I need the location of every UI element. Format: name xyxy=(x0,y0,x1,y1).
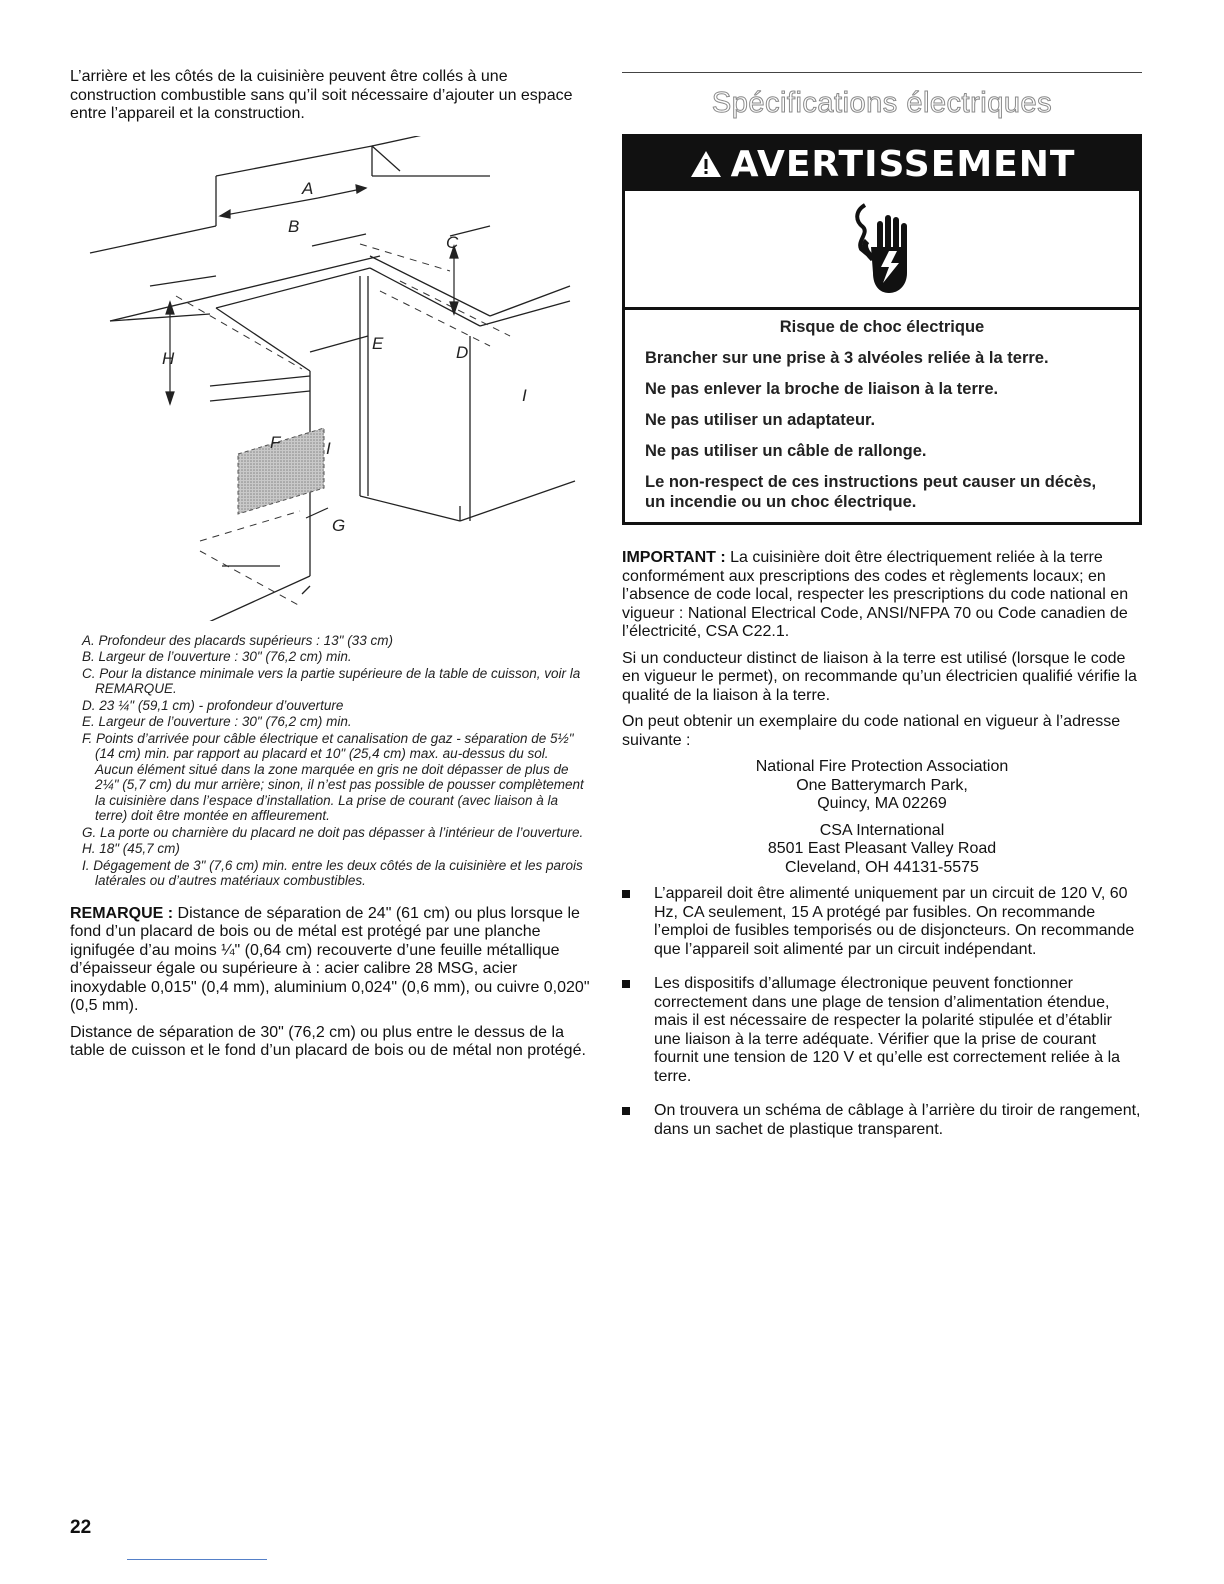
legend-item-h: H. 18" (45,7 cm) xyxy=(82,841,180,856)
label-f: F xyxy=(270,432,281,452)
label-h: H xyxy=(162,348,175,368)
cabinet-clearance-drawing xyxy=(70,136,590,621)
legend-item-b: B. Largeur de l’ouverture : 30" (76,2 cm) min. xyxy=(82,649,352,664)
bullet-item xyxy=(622,1102,1142,1139)
legend-item-c: C. Pour la distance minimale vers la partie supérieure de la table de cuisson, voir la REMARQUE. xyxy=(82,665,581,696)
address-nfpa xyxy=(622,758,1142,814)
important-label: IMPORTANT : xyxy=(622,549,726,566)
left-column xyxy=(70,68,590,1069)
warning-line-2: Ne pas enlever la broche de liaison à la terre. xyxy=(645,380,999,398)
address-line: Cleveland, OH 44131-5575 xyxy=(785,858,979,876)
footer-rule xyxy=(127,1559,267,1560)
label-c: C xyxy=(446,232,459,252)
address-line: One Batterymarch Park, xyxy=(796,776,968,794)
electric-shock-hand-icon xyxy=(847,201,917,297)
gray-zone-f xyxy=(238,428,324,514)
warning-line-1: Brancher sur une prise à 3 alvéoles reliée à la terre. xyxy=(645,349,1049,367)
important-text: La cuisinière doit être électriquement reliée à la terre conformément aux prescriptions des codes et règlements locaux; en l’absence de code local, respecter les prescriptions du code national en vigueur : National Electrical Code, ANSI/NFPA 70 ou Code canadien de l’électricité, CSA C22.1. xyxy=(622,549,1129,640)
obtain-code-paragraph: On peut obtenir un exemplaire du code national en vigueur à l’adresse suivante : xyxy=(622,713,1121,749)
warning-triangle-icon xyxy=(689,149,723,179)
bullet-square-icon xyxy=(622,980,630,988)
address-csa xyxy=(622,822,1142,878)
shock-hazard-area xyxy=(625,191,1139,310)
warning-text xyxy=(625,310,1139,522)
address-line: Quincy, MA 02269 xyxy=(817,795,947,812)
label-e: E xyxy=(372,333,384,353)
remark-paragraph xyxy=(70,905,590,1016)
address-line: CSA International xyxy=(819,821,945,839)
warning-consequence: Le non-respect de ces instructions peut causer un décès, un incendie ou un choc électrique. xyxy=(645,473,1097,511)
bullet-text: Les dispositifs d’allumage électronique peuvent fonctionner correctement dans une plage de tension d’alimentation étendue, mais il est nécessaire de respecter la polarité stipulée et d’établir une liaison à la terre adéquate. Vérifier que la prise de courant fournit une tension de 120 V et qu’elle est correctement reliée à la terre. xyxy=(654,975,1121,1085)
page-number: 22 xyxy=(70,1517,92,1538)
label-i-left: I xyxy=(326,438,331,458)
address-line: National Fire Protection Association xyxy=(755,758,1009,775)
bullet-text: L’appareil doit être alimenté uniquement par un circuit de 120 V, 60 Hz, CA seulement, 15 A protégé par fusibles. On recommande l’emploi de fusibles temporisés ou de disjoncteurs. On recommande que l’appareil soit alimenté par un circuit indépendant. xyxy=(654,885,1135,958)
electrical-bullets xyxy=(622,885,1142,1139)
warning-line-4: Ne pas utiliser un câble de rallonge. xyxy=(645,442,927,460)
section-title: Spécifications électriques xyxy=(711,87,1053,119)
legend-item-g: G. La porte ou charnière du placard ne doit pas dépasser à l’intérieur de l’ouverture. xyxy=(82,824,584,840)
installation-diagram xyxy=(70,136,590,621)
bullet-square-icon xyxy=(622,1107,630,1115)
remark-paragraph-2: Distance de séparation de 30" (76,2 cm) ou plus entre le dessus de la table de cuisson et le fond d’un placard de bois ou de métal non protégé. xyxy=(70,1023,586,1059)
warning-title: Risque de choc électrique xyxy=(779,318,985,336)
label-d: D xyxy=(456,342,469,362)
warning-box xyxy=(622,134,1142,525)
legend-item-f: F. Points d’arrivée pour câble électrique et canalisation de gaz - séparation de 5½" (14 cm) min. par rapport au placard et 10" (25,4 cm) max. au-dessus du sol. Aucun élément situé dans la zone marquée en gris ne doit dépasser de plus de 2¼" (5,7 cm) du mur arrière; sinon, il n’est pas possible de pousser complètement la cuisinière dans l’espace d’installation. La prise de courant (avec liaison à la terre) doit être montée en affleurement. xyxy=(82,730,584,823)
important-paragraph xyxy=(622,549,1142,642)
section-divider xyxy=(622,72,1142,73)
remark-text: Distance de séparation de 24" (61 cm) ou plus lorsque le fond d’un placard de bois ou de métal est protégé par une planche ignifugée d’au moins ¼" (0,64 cm) recouverte d’une feuille métallique d’épaisseur égale ou supérieure à : acier calibre 28 MSG, acier inoxydable 0,015" (0,4 mm), aluminium 0,024" (0,6 mm), ou cuivre 0,020" (0,5 mm). xyxy=(70,904,590,1014)
legend-item-a: A. Profondeur des placards supérieurs : 13" (33 cm) xyxy=(82,632,393,648)
legend-item-e: E. Largeur de l’ouverture : 30" (76,2 cm) min. xyxy=(82,714,352,729)
label-b: B xyxy=(288,216,300,236)
warning-header-text: AVERTISSEMENT xyxy=(730,143,1076,185)
label-g: G xyxy=(332,515,346,535)
bullet-item xyxy=(622,885,1142,959)
remark-label: REMARQUE : xyxy=(70,904,174,922)
label-i-right: I xyxy=(522,385,527,405)
bullet-square-icon xyxy=(622,890,630,898)
label-a: A xyxy=(302,178,314,198)
right-column xyxy=(622,68,1142,1155)
legend-item-i: I. Dégagement de 3" (7,6 cm) min. entre les deux côtés de la cuisinière et les parois latérales ou d’autres matériaux combustibles. xyxy=(82,857,583,888)
warning-line-3: Ne pas utiliser un adaptateur. xyxy=(645,411,876,429)
warning-header xyxy=(625,137,1139,191)
diagram-legend xyxy=(70,633,590,889)
legend-item-d: D. 23 ¼" (59,1 cm) - profondeur d’ouverture xyxy=(82,697,344,713)
intro-paragraph: L’arrière et les côtés de la cuisinière peuvent être collés à une construction combustible sans qu’il soit nécessaire d’ajouter un espace entre l’appareil et la construction. xyxy=(70,68,573,122)
bullet-text: On trouvera un schéma de câblage à l’arrière du tiroir de rangement, dans un sachet de plastique transparent. xyxy=(654,1102,1141,1138)
address-line: 8501 East Pleasant Valley Road xyxy=(767,840,997,857)
bullet-item xyxy=(622,975,1142,1086)
conductor-paragraph: Si un conducteur distinct de liaison à la terre est utilisé (lorsque le code en vigueur le permet), on recommande qu’un électricien qualifié vérifie la qualité de la liaison à la terre. xyxy=(622,649,1137,704)
